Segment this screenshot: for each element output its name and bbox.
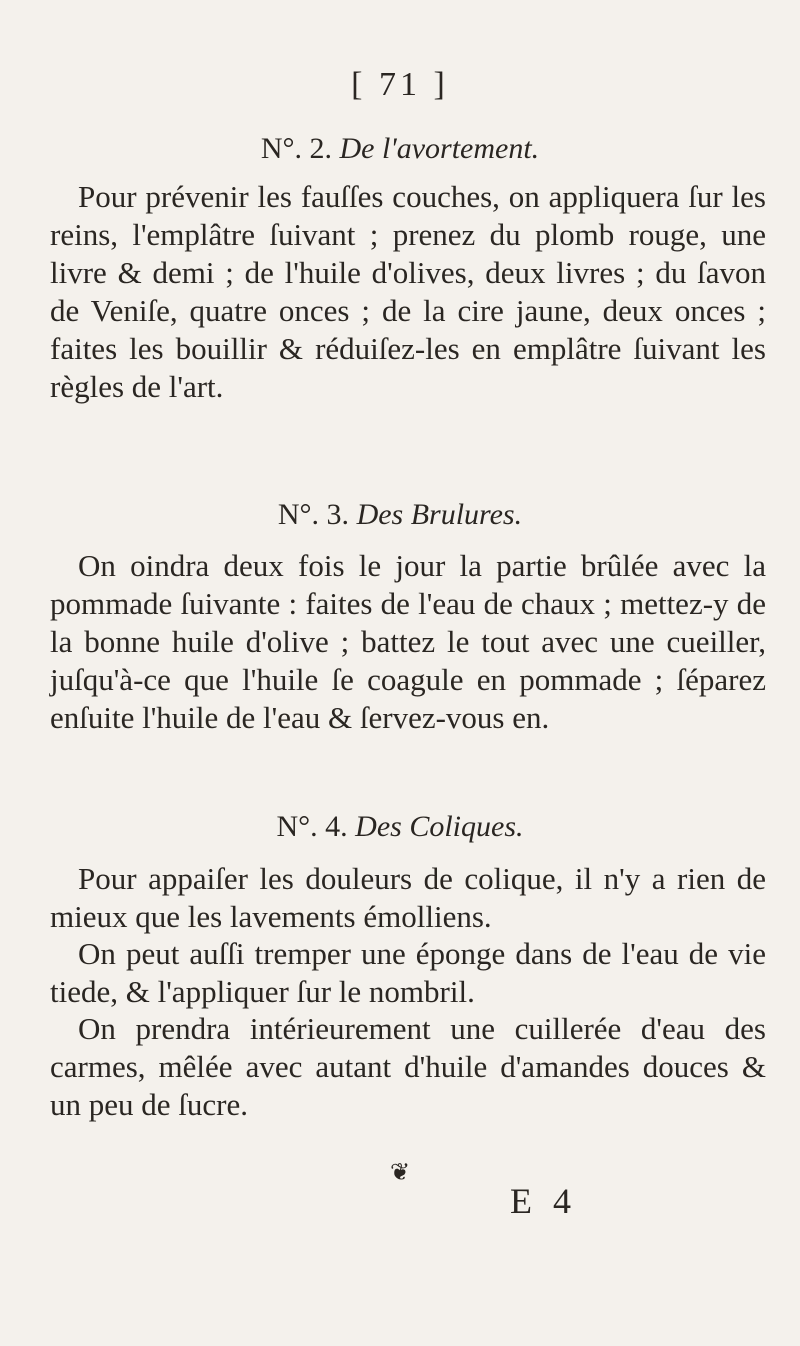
paragraph: Pour appaiſer les douleurs de colique, il n'y a rien de mieux que les lavements émolliens.	[50, 861, 766, 934]
paragraph: On prendra intérieurement une cuillerée d'eau des carmes, mêlée avec autant d'huile d'amandes douces & un peu de ſucre.	[50, 1011, 766, 1122]
paragraph: Pour prévenir les fauſſes couches, on appliquera ſur les reins, l'emplâtre ſuivant ; prenez du plomb rouge, une livre & demi ; de l'huile d'olives, deux livres ; du ſavon de Veniſe, quatre onces ; de la cire jaune, deux onces ; faites les bouillir & réduiſez-les en emplâtre ſuivant les règles de l'art.	[50, 179, 766, 404]
paragraph: On peut auſſi tremper une éponge dans de l'eau de vie tiede, & l'appliquer ſur le nombril.	[50, 936, 766, 1009]
page-number: [ 71 ]	[351, 66, 449, 103]
section-title: De l'avortement.	[339, 132, 540, 165]
section-title: Des Brulures.	[356, 498, 523, 531]
section-number: N°. 2.	[260, 132, 332, 165]
section-title: Des Coliques.	[355, 810, 524, 843]
section-heading-avortement	[0, 132, 800, 166]
section-number: N°. 3.	[277, 498, 350, 531]
paragraph: On oindra deux fois le jour la partie brûlée avec la pommade ſuivante : faites de l'eau de chaux ; mettez-y de la bonne huile d'olive ; battez le tout avec une cueiller, juſqu'à-ce que l'huile ſe coagule en pommade ; ſéparez enſuite l'huile de l'eau & ſervez-vous en.	[50, 548, 766, 735]
section-number: N°. 4.	[276, 810, 348, 843]
signature-mark: E 4	[510, 1181, 577, 1221]
fleuron-ornament-icon: ❦	[389, 1160, 411, 1186]
section-heading-coliques	[0, 810, 800, 844]
section-heading-brulures	[0, 498, 800, 532]
